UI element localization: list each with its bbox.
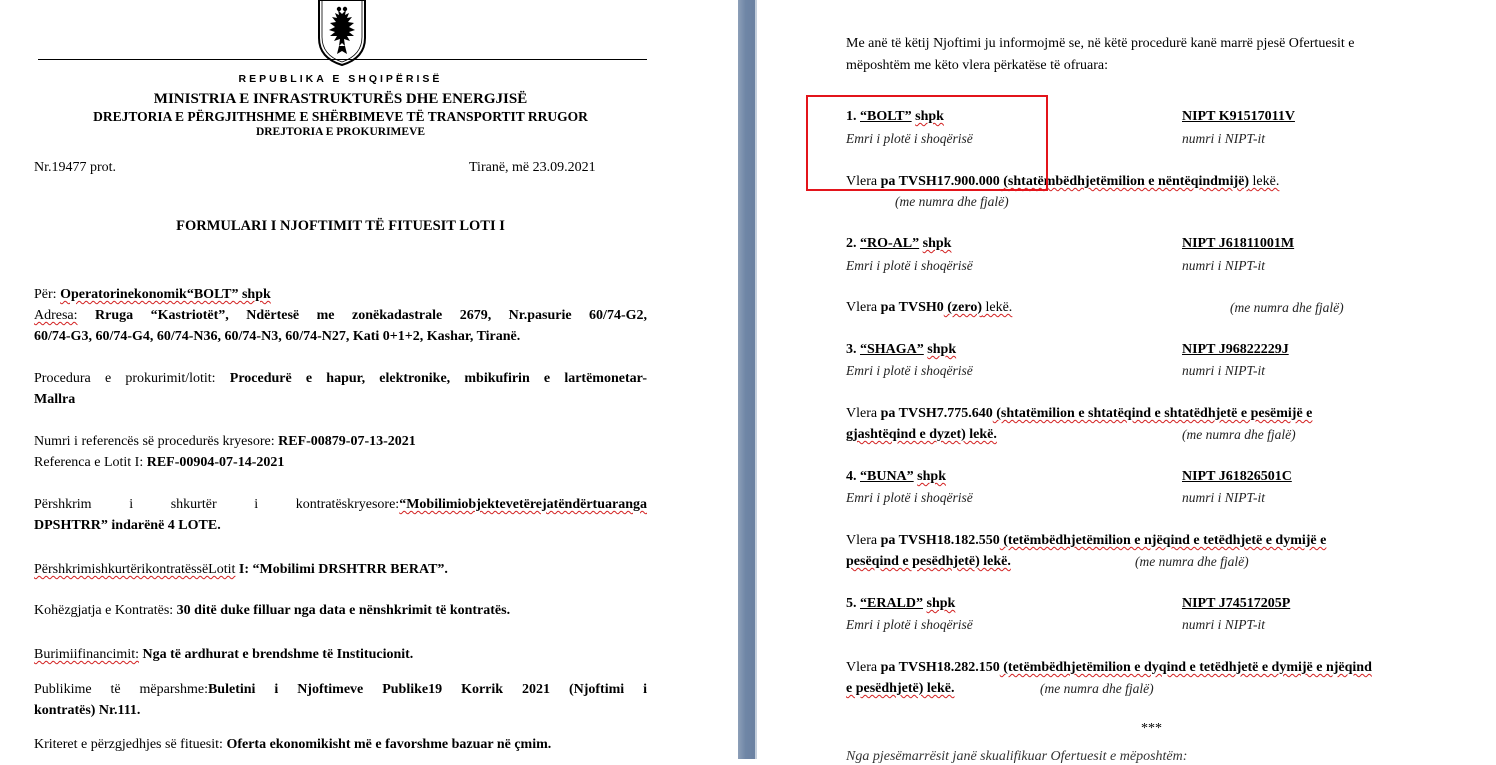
bidder-1-nipt-caption: numri i NIPT-it — [1182, 131, 1266, 146]
document-title: FORMULARI I NJOFTIMIT TË FITUESIT LOTI I — [176, 218, 505, 234]
recipient-line: Për: Operatorinekonomik“BOLT” shpk — [34, 287, 271, 302]
lot-reference-line: Referenca e Lotit I: REF-00904-07-14-2021 — [34, 455, 285, 470]
funding-line: Burimiifinancimit: Nga të ardhurat e brendshme të Institucionit. — [34, 647, 414, 662]
bidder-3-words-caption: (me numra dhe fjalë) — [1182, 427, 1296, 442]
main-description-line-1: Përshkrim i shkurtër i kontratëskryesore:“Mobilimiobjektevetërejatëndërtuaranga — [34, 497, 647, 512]
intro-line-1: Me anë të këtij Njoftimi ju informojmë se, në këtë procedurë kanë marrë pjesë Ofertuesit e — [846, 36, 1355, 51]
header-rule — [38, 59, 647, 60]
bidder-1-name: 1. “BOLT” shpk — [846, 109, 944, 124]
bidder-2-name: 2. “RO-AL” shpk — [846, 236, 952, 251]
bidder-1-value-line: Vlera pa TVSH17.900.000 (shtatëmbëdhjetëmilion e nëntëqindmijë) lekë. — [846, 174, 1280, 189]
bidder-4-value-line-2: pesëqind e pesëdhjetë) lekë. — [846, 554, 1011, 569]
bidder-5-nipt: NIPT J74517205P — [1182, 596, 1291, 611]
ministry-heading: MINISTRIA E INFRASTRUKTURËS DHE ENERGJISË — [153, 91, 528, 107]
albanian-emblem-icon — [316, 0, 368, 66]
bidder-2-words-caption: (me numra dhe fjalë) — [1230, 300, 1344, 315]
republic-heading: REPUBLIKA E SHQIPËRISË — [238, 73, 443, 85]
bidder-4-nipt-caption: numri i NIPT-it — [1182, 490, 1266, 505]
department-heading: DREJTORIA E PROKURIMEVE — [255, 126, 426, 138]
main-description-line-2: DPSHTRR” indarënë 4 LOTE. — [34, 518, 221, 533]
previous-publications-line-2: kontratës) Nr.111. — [34, 703, 141, 718]
duration-line: Kohëzgjatja e Kontratës: 30 ditë duke filluar nga data e nënshkrimit të kontratës. — [34, 603, 511, 618]
selection-criteria-line: Kriteret e përzgjedhjes së fituesit: Oferta ekonomikisht më e favorshme bazuar në çmim. — [34, 737, 552, 752]
document-date: Tiranë, më 23.09.2021 — [469, 160, 596, 175]
disqualified-heading: Nga pjesëmarrësit janë skualifikuar Ofertuesit e mëposhtëm: — [846, 749, 1188, 764]
bidder-2-name-caption: Emri i plotë i shoqërisë — [846, 258, 973, 273]
procedure-line-1: Procedura e prokurimit/lotit: Procedurë e hapur, elektronike, mbikufirin e lartëmonetar- — [34, 371, 647, 386]
bidder-5-name: 5. “ERALD” shpk — [846, 596, 956, 611]
bidder-2-nipt-caption: numri i NIPT-it — [1182, 258, 1266, 273]
bidder-5-value-line-2: e pesëdhjetë) lekë. — [846, 681, 955, 696]
bidder-4-words-caption: (me numra dhe fjalë) — [1135, 554, 1249, 569]
document-page-left — [0, 0, 738, 759]
lot-description-line: PërshkrimishkurtërikontratëssëLotit I: “Mobilimi DRSHTRR BERAT”. — [34, 562, 448, 577]
bidder-4-value-line-1: Vlera pa TVSH18.182.550 (tetëmbëdhjetëmilion e njëqind e tetëdhjetë e dymijë e — [846, 533, 1327, 548]
bidder-2-nipt: NIPT J61811001M — [1182, 236, 1295, 251]
bidder-5-name-caption: Emri i plotë i shoqërisë — [846, 617, 973, 632]
bidder-5-value-line-1: Vlera pa TVSH18.282.150 (tetëmbëdhjetëmilion e dyqind e tetëdhjetë e dymijë e njëqind — [846, 660, 1372, 675]
bidder-3-nipt-caption: numri i NIPT-it — [1182, 363, 1266, 378]
previous-publications-line-1: Publikime të mëparshme:Buletini i Njoftimeve Publike19 Korrik 2021 (Njoftimi i — [34, 682, 647, 697]
bidder-1-name-caption: Emri i plotë i shoqërisë — [846, 131, 973, 146]
bidder-5-words-caption: (me numra dhe fjalë) — [1040, 681, 1154, 696]
highlight-box — [806, 95, 1048, 191]
bidder-5-nipt-caption: numri i NIPT-it — [1182, 617, 1266, 632]
address-line-2: 60/74-G3, 60/74-G4, 60/74-N36, 60/74-N3, 60/74-N27, Kati 0+1+2, Kashar, Tiranë. — [34, 329, 521, 344]
protocol-number: Nr.19477 prot. — [34, 160, 117, 175]
directorate-heading: DREJTORIA E PËRGJITHSHME E SHËRBIMEVE TË TRANSPORTIT RRUGOR — [93, 109, 588, 124]
procedure-line-2: Mallra — [34, 392, 76, 407]
bidder-1-words-caption: (me numra dhe fjalë) — [895, 194, 1009, 209]
section-separator: *** — [1141, 721, 1162, 736]
bidder-3-name: 3. “SHAGA” shpk — [846, 342, 957, 357]
intro-line-2: mëposhtëm me këto vlera përkatëse të ofruara: — [846, 58, 1108, 73]
bidder-3-name-caption: Emri i plotë i shoqërisë — [846, 363, 973, 378]
bidder-3-nipt: NIPT J96822229J — [1182, 342, 1289, 357]
bidder-4-name: 4. “BUNA” shpk — [846, 469, 946, 484]
bidder-3-value-line-1: Vlera pa TVSH7.775.640 (shtatëmilion e shtatëqind e shtatëdhjetë e pesëmijë e — [846, 406, 1313, 421]
address-line-1: Adresa: Rruga “Kastriotët”, Ndërtesë me zonëkadastrale 2679, Nr.pasurie 60/74-G2, — [34, 308, 647, 323]
bidder-1-nipt: NIPT K91517011V — [1182, 109, 1295, 124]
bidder-2-value-line: Vlera pa TVSH0 (zero) lekë. — [846, 300, 1013, 315]
bidder-4-name-caption: Emri i plotë i shoqërisë — [846, 490, 973, 505]
bidder-3-value-line-2: gjashtëqind e dyzet) lekë. — [846, 427, 997, 442]
bidder-4-nipt: NIPT J61826501C — [1182, 469, 1292, 484]
main-reference-line: Numri i referencës së procedurës kryesore: REF-00879-07-13-2021 — [34, 434, 416, 449]
